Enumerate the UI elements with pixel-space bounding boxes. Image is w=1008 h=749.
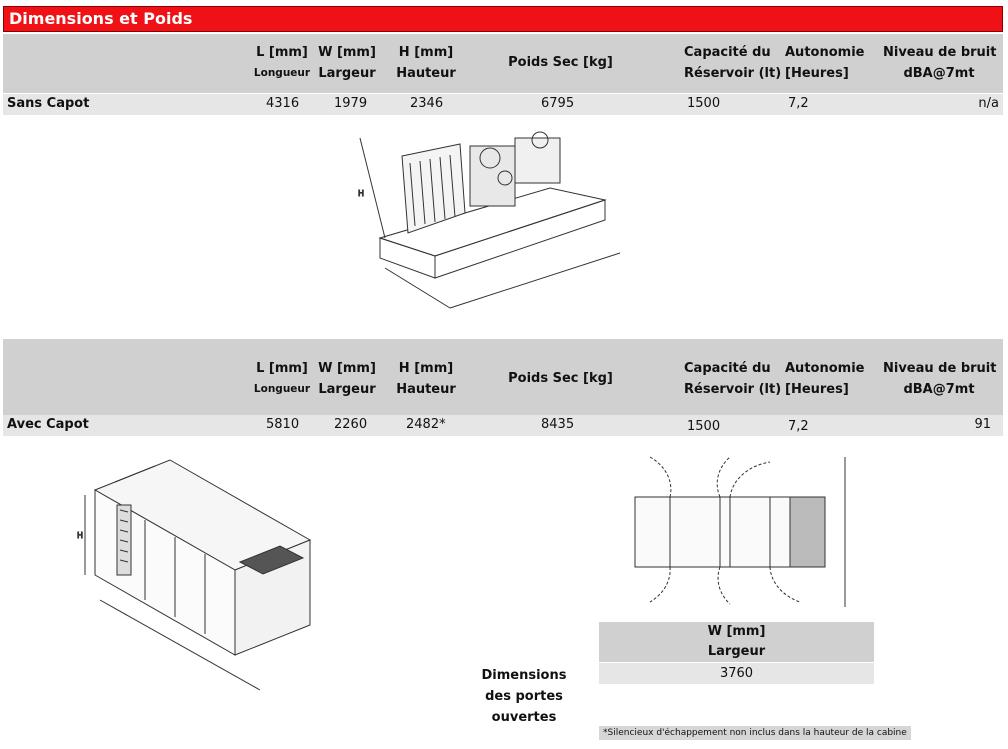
col-autonomy-sub: [Heures] (785, 382, 849, 397)
col-autonomy-label: Autonomie (785, 45, 865, 60)
col-weight-label: Poids Sec [kg] (508, 371, 613, 386)
cell-autonomy: 7,2 (788, 96, 809, 111)
spec-table-header (3, 34, 1003, 93)
section-title: Dimensions et Poids (9, 9, 193, 28)
open-doors-top-view-drawing (630, 452, 860, 612)
col-width-sub: Largeur (318, 382, 376, 397)
row-label: Sans Capot (7, 96, 90, 111)
svg-text:H: H (358, 189, 365, 198)
col-weight (508, 368, 613, 389)
exhaust-footnote: *Silencieux d'échappement non inclus dans la hauteur de la cabine (599, 726, 911, 740)
col-height-sub: Hauteur (396, 66, 456, 81)
col-height-label: H [mm] (398, 45, 454, 60)
canopy-generator-drawing (75, 450, 325, 700)
col-capacity (684, 358, 782, 400)
col-noise-sub: dBA@7mt (903, 382, 975, 397)
col-capacity-sub: Réservoir (lt) (684, 66, 782, 81)
col-noise (883, 358, 995, 400)
col-autonomy (785, 42, 865, 84)
open-doors-width-value: 3760 (599, 663, 874, 684)
cell-capacity: 1500 (687, 96, 721, 111)
open-doors-width-label: W [mm] (707, 624, 766, 639)
cell-autonomy: 7,2 (788, 419, 809, 434)
open-frame-generator-drawing (340, 118, 640, 318)
spec-table-header-canopy (3, 339, 1003, 415)
cell-height: 2482* (406, 417, 446, 432)
open-doors-label: Dimensions des portes ouvertes (481, 668, 567, 725)
col-length-sub: Longueur (253, 383, 311, 395)
col-length (253, 42, 311, 84)
section-title-bar (3, 6, 1003, 32)
col-width-label: W [mm] (318, 361, 376, 376)
cell-noise: 91 (974, 417, 991, 432)
open-doors-width-sub: Largeur (707, 644, 766, 659)
col-length-label: L [mm] (256, 361, 308, 376)
col-width (316, 42, 378, 84)
col-capacity-sub: Réservoir (lt) (684, 382, 782, 397)
cell-length: 4316 (266, 96, 300, 111)
col-length (253, 358, 311, 400)
cell-noise: n/a (978, 96, 999, 111)
col-weight (508, 52, 613, 73)
col-capacity-label: Capacité du (684, 45, 771, 60)
cell-width: 2260 (334, 417, 368, 432)
col-width-label: W [mm] (318, 45, 376, 60)
cell-height: 2346 (410, 96, 444, 111)
col-height-label: H [mm] (398, 361, 454, 376)
col-noise (883, 42, 995, 84)
col-width-sub: Largeur (318, 66, 376, 81)
cell-width: 1979 (334, 96, 368, 111)
col-autonomy-label: Autonomie (785, 361, 865, 376)
col-length-label: L [mm] (256, 45, 308, 60)
svg-text:H: H (77, 531, 84, 540)
cell-weight: 6795 (541, 96, 575, 111)
open-doors-table (599, 622, 874, 684)
cell-length: 5810 (266, 417, 300, 432)
col-height (395, 358, 457, 400)
col-width (316, 358, 378, 400)
col-weight-label: Poids Sec [kg] (508, 55, 613, 70)
table-row-open-frame (3, 94, 1003, 115)
col-noise-sub: dBA@7mt (903, 66, 975, 81)
open-doors-header (599, 622, 874, 662)
col-autonomy-sub: [Heures] (785, 66, 849, 81)
col-capacity (684, 42, 782, 84)
col-length-sub: Longueur (253, 67, 311, 79)
col-height (395, 42, 457, 84)
col-height-sub: Hauteur (396, 382, 456, 397)
col-capacity-label: Capacité du (684, 361, 771, 376)
col-noise-label: Niveau de bruit (883, 45, 997, 60)
col-autonomy (785, 358, 865, 400)
cell-weight: 8435 (541, 417, 575, 432)
col-noise-label: Niveau de bruit (883, 361, 997, 376)
table-row-canopy (3, 415, 1003, 436)
cell-capacity: 1500 (687, 419, 721, 434)
row-label: Avec Capot (7, 417, 89, 432)
